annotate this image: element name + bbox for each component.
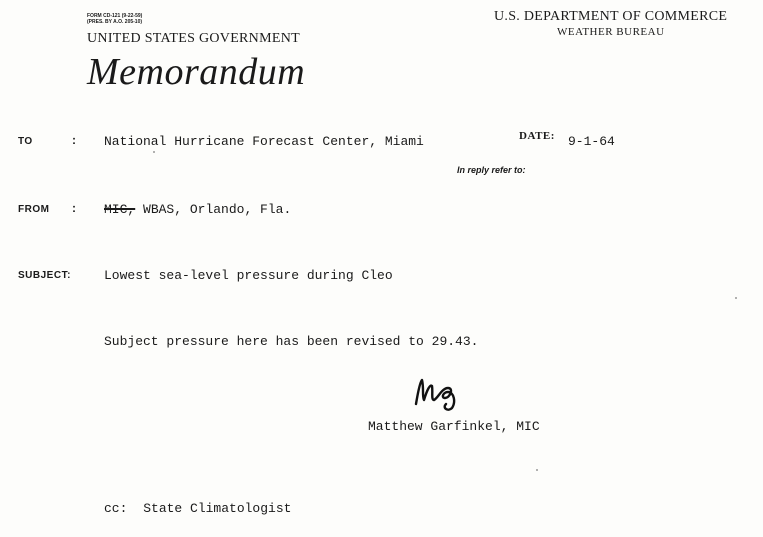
form-number: FORM CD-121 (9-22-59)	[87, 13, 143, 19]
signer-name: Matthew Garfinkel, MIC	[368, 419, 540, 434]
date-label: DATE:	[519, 130, 555, 142]
from-label: FROM	[18, 204, 50, 215]
cc-value: State Climatologist	[143, 501, 292, 516]
to-value: National Hurricane Forecast Center, Miami	[104, 134, 424, 149]
paper-speck	[735, 297, 737, 299]
department-heading: U.S. DEPARTMENT OF COMMERCE	[494, 9, 728, 24]
from-colon: :	[72, 201, 76, 215]
form-id	[87, 13, 142, 25]
cc-label: cc:	[104, 501, 128, 516]
cc-line	[104, 501, 291, 516]
from-struck-text: MIC,	[104, 202, 136, 217]
reply-label: In reply refer to:	[457, 165, 526, 175]
to-label: TO	[18, 136, 33, 147]
government-heading: UNITED STATES GOVERNMENT	[87, 31, 300, 46]
subject-value: Lowest sea-level pressure during Cleo	[104, 268, 393, 283]
subject-label: SUBJECT:	[18, 270, 71, 281]
from-value-line	[104, 202, 291, 217]
bureau-heading: WEATHER BUREAU	[557, 26, 665, 38]
paper-speck	[536, 469, 538, 471]
signature-initials-mark	[412, 374, 468, 414]
paper-speck	[153, 151, 155, 153]
date-value: 9-1-64	[568, 134, 615, 149]
from-value: WBAS, Orlando, Fla.	[143, 202, 292, 217]
to-colon: :	[72, 133, 76, 147]
form-prescribed: (PRES. BY A.O. 205-10)	[87, 19, 143, 25]
body-text: Subject pressure here has been revised to 29.43.	[104, 334, 479, 349]
memo-title: Memorandum	[87, 51, 306, 93]
